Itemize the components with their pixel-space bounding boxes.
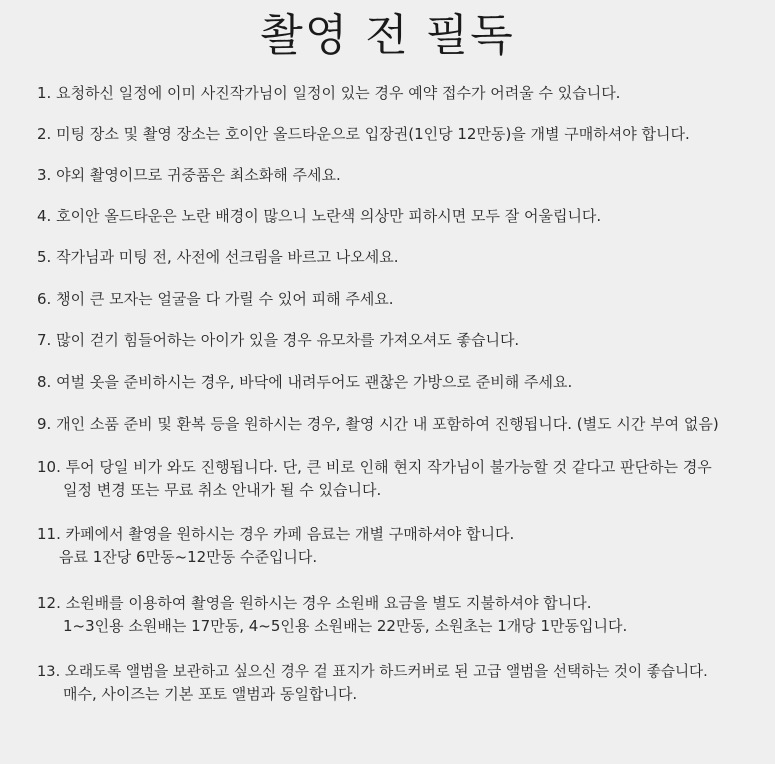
notice-item-13 [37, 660, 708, 706]
notice-text: 11. 카페에서 촬영을 원하시는 경우 카페 음료는 개별 구매하셔야 합니다. [37, 525, 515, 543]
notice-item-5 [37, 246, 399, 269]
notice-text-continued: 음료 1잔당 6만동~12만동 수준입니다. [59, 548, 318, 566]
notice-item-12 [37, 592, 627, 638]
page-title: 촬영 전 필독 [260, 10, 515, 61]
notice-item-4 [37, 205, 601, 228]
notice-text: 3. 야외 촬영이므로 귀중품은 최소화해 주세요. [37, 166, 341, 184]
notice-item-1 [37, 82, 620, 105]
notice-text-continued: 일정 변경 또는 무료 취소 안내가 될 수 있습니다. [63, 481, 382, 499]
notice-text: 8. 여벌 옷을 준비하시는 경우, 바닥에 내려두어도 괜찮은 가방으로 준비해 주세요. [37, 373, 573, 391]
notice-text: 9. 개인 소품 준비 및 환복 등을 원하시는 경우, 촬영 시간 내 포함하여 진행됩니다. (별도 시간 부여 없음) [37, 415, 719, 433]
notice-text: 12. 소원배를 이용하여 촬영을 원하시는 경우 소원배 요금을 별도 지불하셔야 합니다. [37, 594, 592, 612]
notice-text: 4. 호이안 올드타운은 노란 배경이 많으니 노란색 의상만 피하시면 모두 잘 어울립니다. [37, 207, 602, 225]
notice-text: 6. 챙이 큰 모자는 얼굴을 다 가릴 수 있어 피해 주세요. [37, 290, 394, 308]
notice-item-2 [37, 123, 690, 146]
notice-text: 13. 오래도록 앨범을 보관하고 싶으신 경우 겉 표지가 하드커버로 된 고급 앨범을 선택하는 것이 좋습니다. [37, 663, 708, 680]
notice-item-8 [37, 371, 572, 394]
notice-text: 2. 미팅 장소 및 촬영 장소는 호이안 올드타운으로 입장권(1인당 12만동)을 개별 구매하셔야 합니다. [37, 125, 690, 143]
notice-text-continued: 1~3인용 소원배는 17만동, 4~5인용 소원배는 22만동, 소원초는 1개당 1만동입니다. [63, 617, 628, 635]
notice-text: 7. 많이 걷기 힘들어하는 아이가 있을 경우 유모차를 가져오셔도 좋습니다. [37, 331, 520, 349]
notice-text-continued: 매수, 사이즈는 기본 포토 앨범과 동일합니다. [63, 685, 358, 703]
notice-item-3 [37, 164, 341, 187]
notice-item-10 [37, 456, 712, 502]
notice-text: 5. 작가님과 미팅 전, 사전에 선크림을 바르고 나오세요. [37, 248, 399, 266]
notice-text: 1. 요청하신 일정에 이미 사진작가님이 일정이 있는 경우 예약 접수가 어려울 수 있습니다. [37, 84, 621, 102]
notice-item-6 [37, 288, 394, 311]
notice-text: 10. 투어 당일 비가 와도 진행됩니다. 단, 큰 비로 인해 현지 작가님이 불가능할 것 같다고 판단하는 경우 [37, 458, 712, 476]
notice-item-9 [37, 413, 719, 436]
notice-item-11 [37, 523, 514, 569]
notice-item-7 [37, 329, 519, 352]
